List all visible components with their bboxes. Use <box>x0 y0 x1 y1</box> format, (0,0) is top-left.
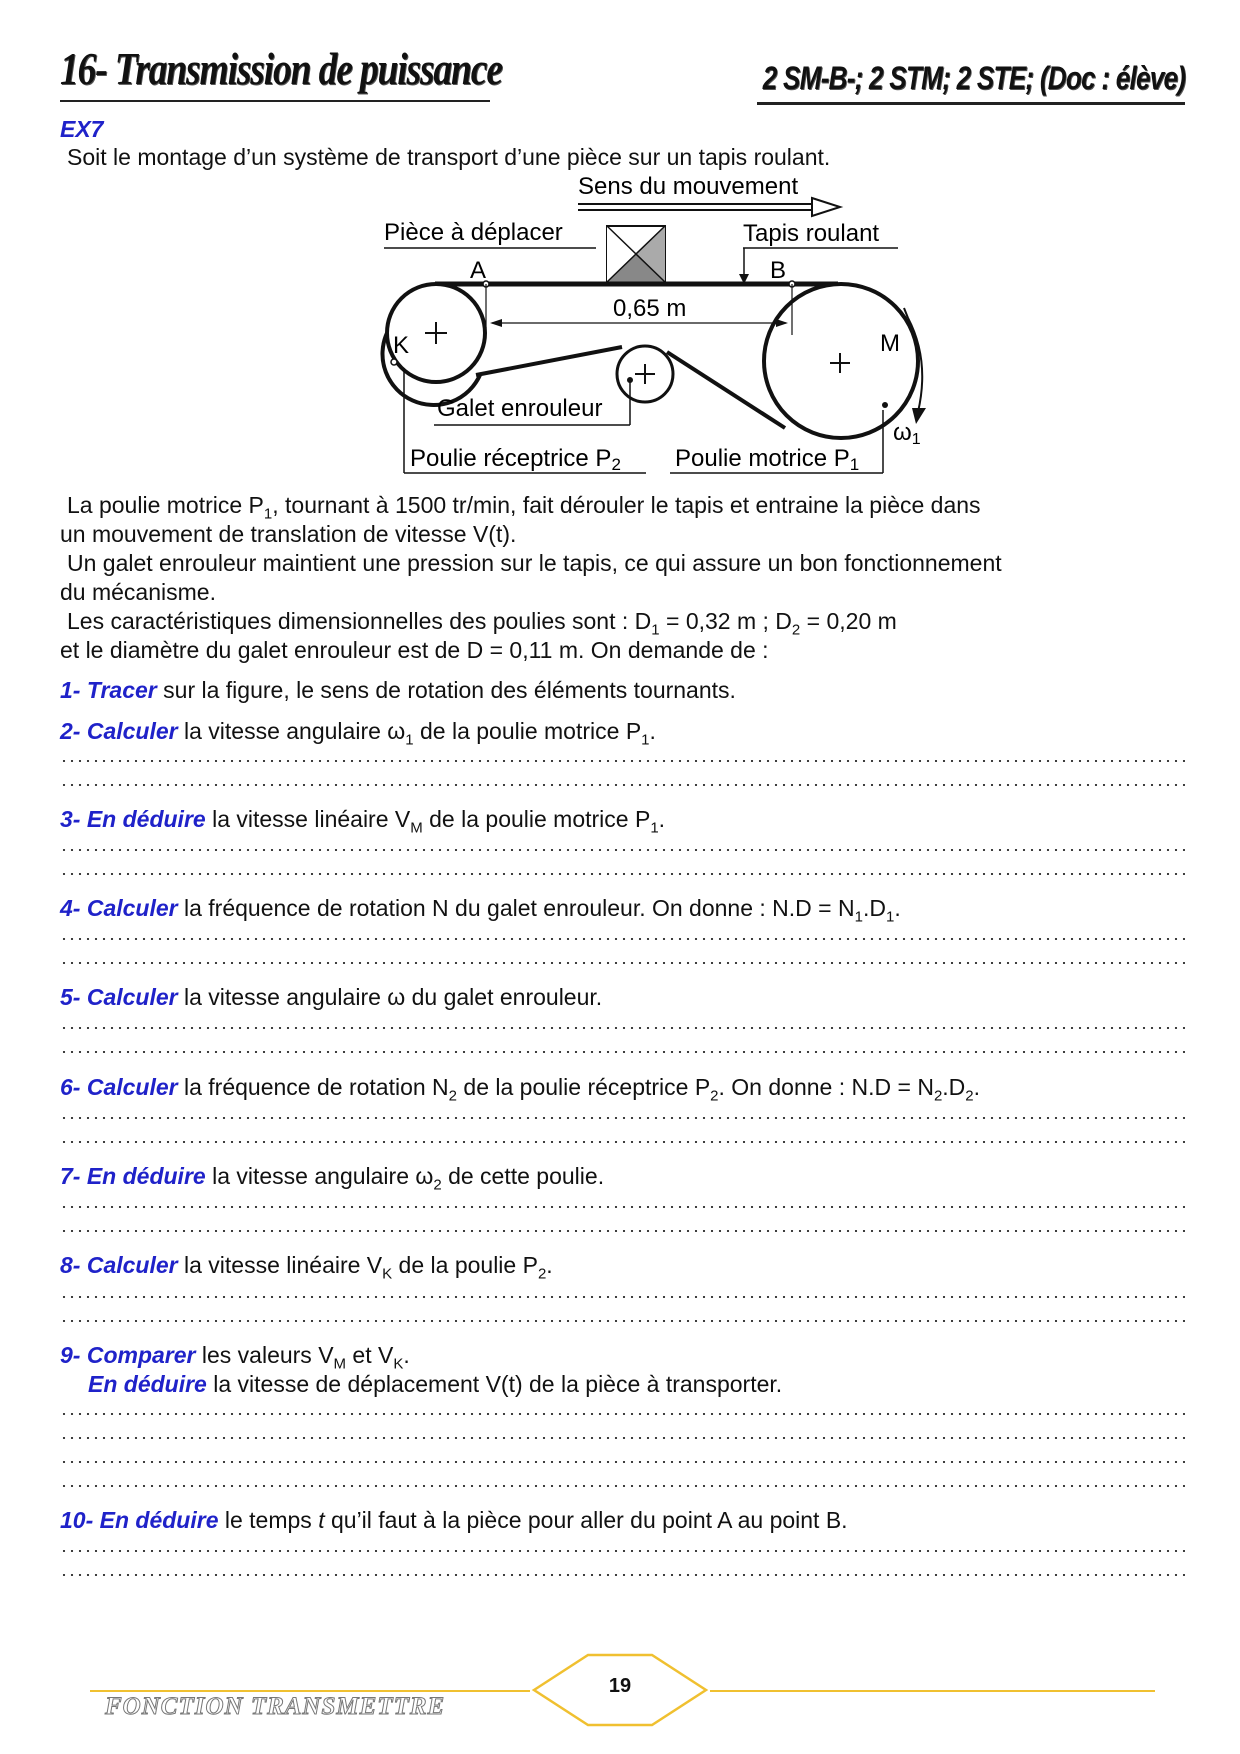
answer-line[interactable] <box>60 849 1185 851</box>
receiving-pulley-label: Poulie réceptrice P2 <box>410 445 621 474</box>
footer-line-left <box>90 1690 530 1692</box>
exercise-label: EX7 <box>60 116 104 142</box>
paragraph-1a: La poulie motrice $P_1$, tournant à 1500 tr/min, fait dérouler le tapis et entraine la pièce dans <box>67 492 981 523</box>
question-7: 7- En déduire la vitesse angulaire $\omega_2$ de cette poulie. <box>60 1163 605 1194</box>
page-title: 16- Transmission de puissance <box>60 43 502 94</box>
question-8: 8- Calculer la vitesse linéaire $V_K$ de la poulie $P_2$. <box>60 1252 553 1283</box>
question-1: 1- Tracer sur la figure, le sens de rotation des éléments tournants. <box>60 677 736 703</box>
question-2: 2- Calculer la vitesse angulaire $\omega_1$ de la poulie motrice $P_1$. <box>60 718 656 749</box>
answer-line[interactable] <box>60 1141 1185 1143</box>
omega-label: ω1 <box>893 419 921 448</box>
answer-line[interactable] <box>60 873 1185 875</box>
answer-line[interactable] <box>60 962 1185 964</box>
point-m-label: M <box>880 330 900 357</box>
answer-line[interactable] <box>60 760 1185 762</box>
direction-label: Sens du mouvement <box>578 173 799 200</box>
question-9: 9- Comparer les valeurs $V_M$ et $V_K$. <box>60 1342 410 1373</box>
point-a-label: A <box>470 257 487 284</box>
direction-arrow-icon <box>812 198 840 216</box>
question-3: 3- En déduire la vitesse linéaire $V_M$ de la poulie motrice $P_1$. <box>60 806 666 837</box>
belt-label: Tapis roulant <box>743 220 880 247</box>
answer-line[interactable] <box>60 938 1185 940</box>
point-k-label: K <box>393 332 410 359</box>
answer-line[interactable] <box>60 1296 1185 1298</box>
conveyor-diagram <box>370 168 940 483</box>
page-number: 19 <box>608 1675 632 1697</box>
answer-line[interactable] <box>60 1485 1185 1487</box>
question-9-part-2: En déduire la vitesse de déplacement V(t) de la pièce à transporter. <box>88 1371 783 1397</box>
paragraph-2a: Un galet enrouleur maintient une pression sur le tapis, ce qui assure un bon fonctionnement <box>67 550 1002 576</box>
question-4: 4- Calculer la fréquence de rotation N du galet enrouleur. On donne : $N.D = N_1.D_1$. <box>60 895 901 926</box>
footer-line-right <box>710 1690 1155 1692</box>
answer-line[interactable] <box>60 1117 1185 1119</box>
answer-line[interactable] <box>60 1206 1185 1208</box>
class-level: 2 SM-B-; 2 STM; 2 STE; (Doc : élève) <box>762 60 1185 96</box>
answer-line[interactable] <box>60 1051 1185 1053</box>
belt-lower-left <box>476 347 622 375</box>
question-10: 10- En déduire le temps t qu’il faut à la pièce pour aller du point A au point B. <box>60 1507 848 1533</box>
answer-line[interactable] <box>60 1437 1185 1439</box>
exercise-intro: Soit le montage d’un système de transport d’une pièce sur un tapis roulant. <box>67 144 831 170</box>
paragraph-3b: et le diamètre du galet enrouleur est de D = 0,11 m. On demande de : <box>60 637 769 663</box>
idler-label: Galet enrouleur <box>437 395 603 422</box>
level-underline <box>757 102 1185 105</box>
paragraph-2b: du mécanisme. <box>60 579 216 605</box>
answer-line[interactable] <box>60 1230 1185 1232</box>
answer-line[interactable] <box>60 1027 1185 1029</box>
point-b-label: B <box>770 257 787 284</box>
driving-pulley-label: Poulie motrice P1 <box>675 445 860 474</box>
answer-line[interactable] <box>60 1413 1185 1415</box>
answer-line[interactable] <box>60 784 1185 786</box>
question-5: 5- Calculer la vitesse angulaire ω du galet enrouleur. <box>60 984 603 1010</box>
part-box <box>607 226 665 282</box>
answer-line[interactable] <box>60 1550 1185 1552</box>
answer-line[interactable] <box>60 1320 1185 1322</box>
part-label: Pièce à déplacer <box>384 219 563 246</box>
title-underline <box>60 100 490 102</box>
answer-line[interactable] <box>60 1461 1185 1463</box>
paragraph-3a: Les caractéristiques dimensionnelles des poulies sont : $D_1 = 0,32$ m ; $D_2 = 0,20$ m <box>67 608 897 639</box>
distance-label: 0,65 m <box>613 295 687 322</box>
answer-line[interactable] <box>60 1574 1185 1576</box>
footer-label: FONCTION TRANSMETTRE <box>105 1693 446 1720</box>
question-6: 6- Calculer la fréquence de rotation $N_2$ de la poulie réceptrice $P_2$. On donne : $N.D = N_2.D_2$. <box>60 1074 981 1105</box>
paragraph-1b: un mouvement de translation de vitesse V(t). <box>60 521 517 547</box>
